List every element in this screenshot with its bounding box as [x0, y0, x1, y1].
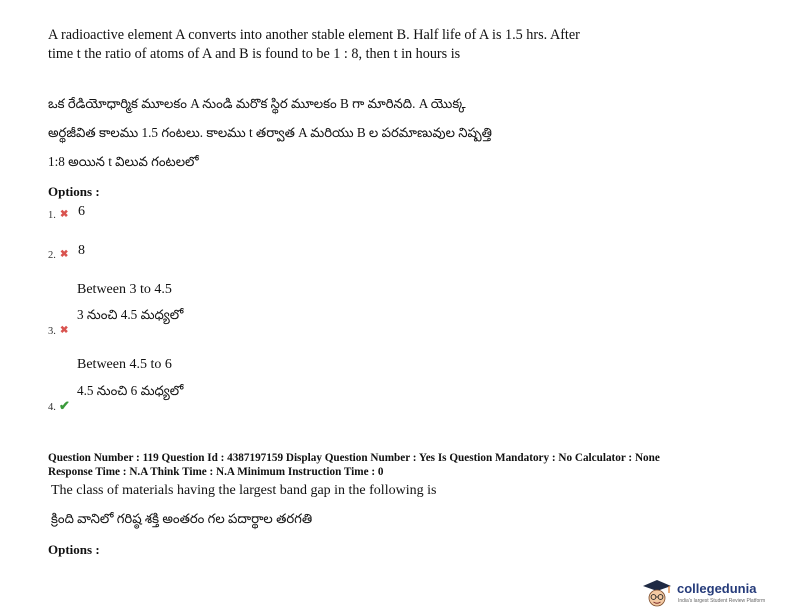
- cross-icon: ✖: [60, 209, 69, 220]
- logo-tagline: India's largest Student Review Platform: [678, 598, 766, 604]
- option-text-telugu: 3 నుంచి 4.5 మధ్యలో: [77, 307, 184, 322]
- student-mascot-icon: [640, 578, 674, 608]
- question-text-telugu-line-3: 1:8 అయిన t విలువ గంటలలో: [48, 154, 199, 169]
- option-number: 3.: [48, 326, 56, 337]
- question-text-telugu-line-1: ఒక రేడియోధార్మిక మూలకం A నుండి మరొక స్థిర మూలకం B గా మారినది. A యొక్క: [48, 96, 466, 111]
- option-number: 4.: [48, 402, 56, 413]
- check-icon: ✔: [59, 398, 70, 413]
- question-meta-line-2: Response Time : N.A Think Time : N.A Minimum Instruction Time : 0: [48, 466, 384, 478]
- option-text-telugu: 4.5 నుంచి 6 మధ్యలో: [77, 383, 184, 398]
- cross-icon: ✖: [60, 325, 69, 336]
- cross-icon: ✖: [60, 249, 69, 260]
- question-text-telugu: క్రింది వానిలో గరిష్ఠ శక్తి అంతరం గల పదార్థాల తరగతి: [51, 511, 313, 526]
- option-text-english: Between 3 to 4.5: [77, 282, 172, 297]
- collegedunia-logo: [640, 578, 786, 608]
- option-number: 2.: [48, 250, 56, 261]
- question-text-telugu-line-2: అర్థజీవిత కాలము 1.5 గంటలు. కాలము t తర్వాత A మరియు B ల పరమాణువుల నిష్పత్తి: [48, 125, 492, 140]
- question-text-english: A radioactive element A converts into another stable element B. Half life of A is 1.5 hrs. After time t the ratio of atoms of A and B is found to be 1 : 8, then t in hours is: [48, 27, 580, 62]
- option-text: 8: [78, 243, 85, 258]
- question-meta-line-1: Question Number : 119 Question Id : 4387197159 Display Question Number : Yes Is Question Mandatory : No Calculator : None: [48, 452, 660, 464]
- option-text: 6: [78, 204, 85, 219]
- question-text-english: The class of materials having the largest band gap in the following is: [51, 483, 437, 498]
- logo-name: collegedunia: [677, 581, 757, 596]
- options-label: Options :: [48, 542, 100, 557]
- option-number: 1.: [48, 210, 56, 221]
- option-text-english: Between 4.5 to 6: [77, 357, 172, 372]
- options-label: Options :: [48, 184, 100, 199]
